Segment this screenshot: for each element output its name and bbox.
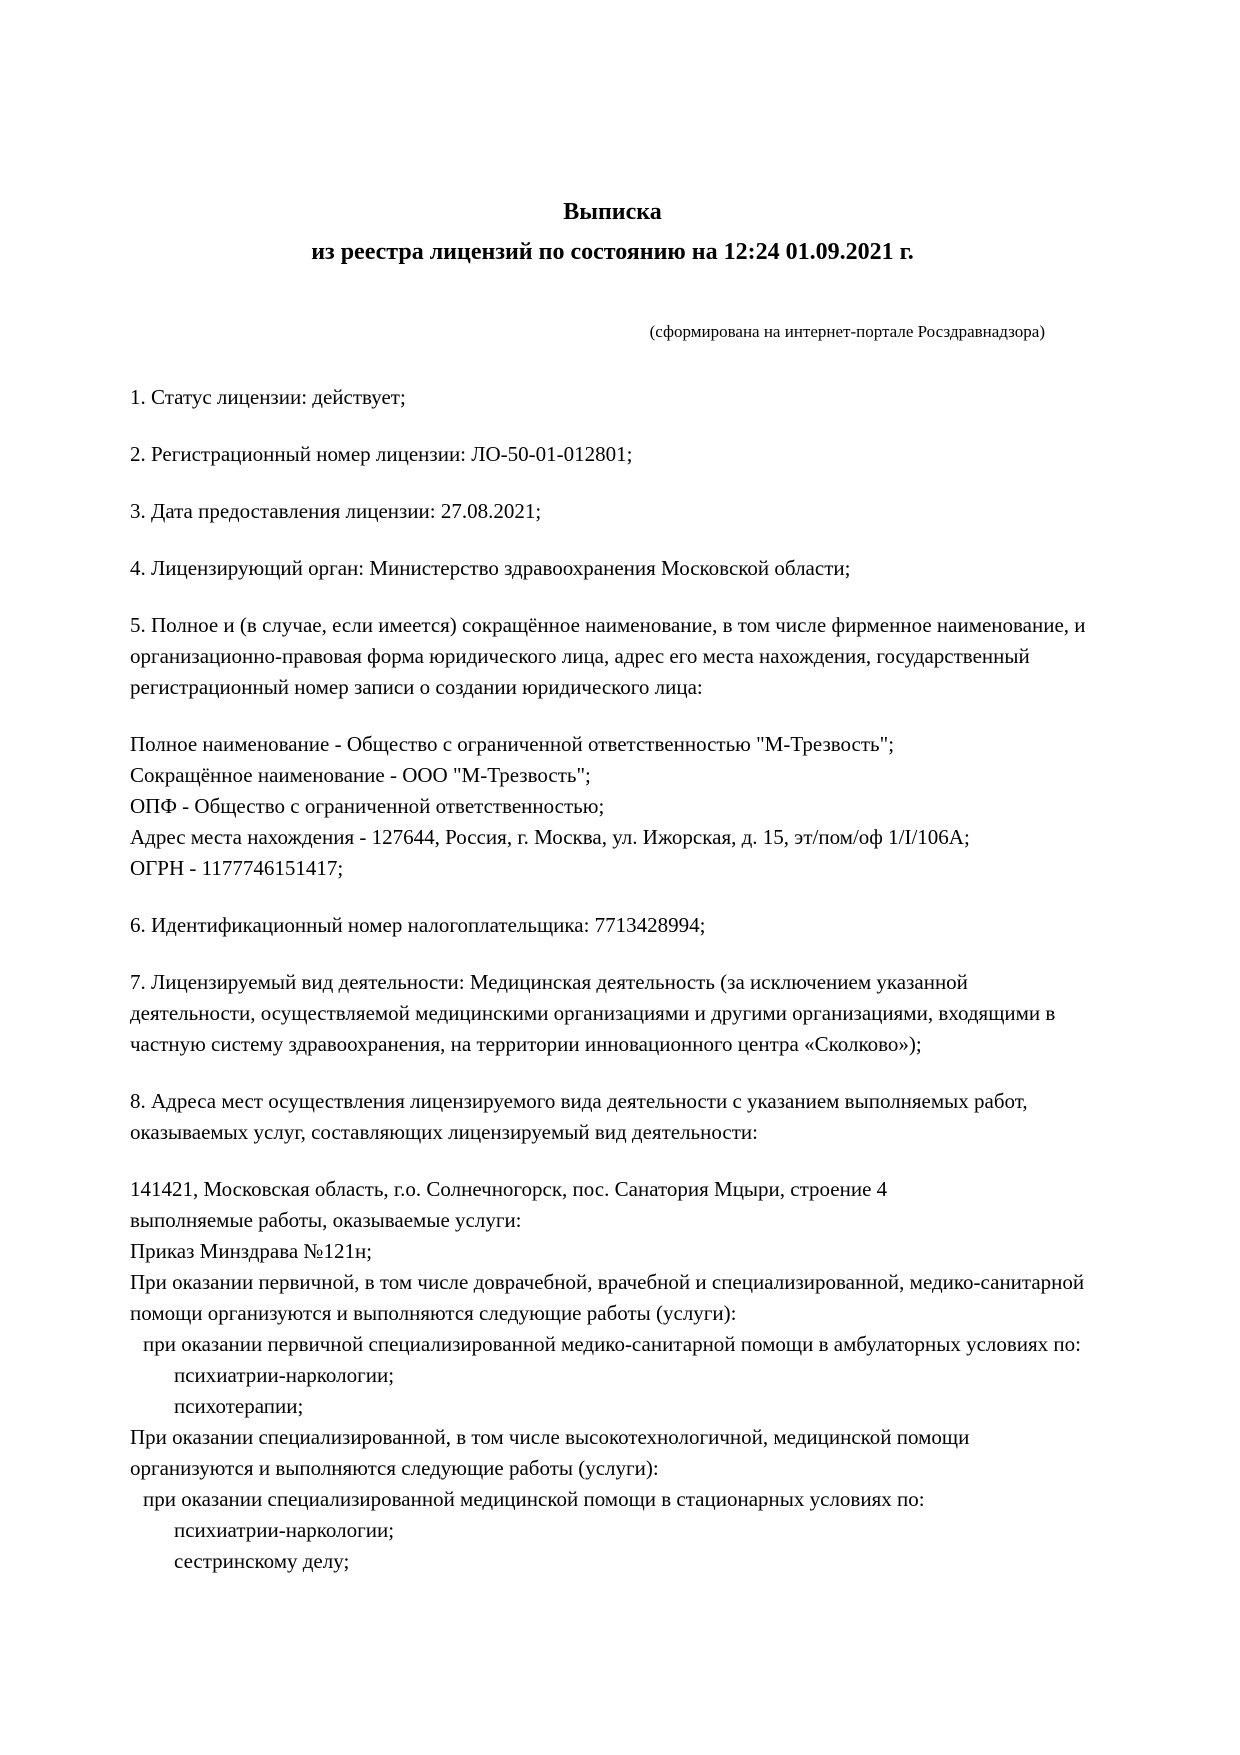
doc-text-line: При оказании первичной, в том числе доврачебной, врачебной и специализированной, медико-санитарной помощи организуются и выполняются следующие работы (услуги): — [130, 1270, 1090, 1325]
doc-text-line: психиатрии-наркологии; — [174, 1363, 395, 1387]
doc-text-line: при оказании первичной специализированной медико-санитарной помощи в амбулаторных условиях по: — [143, 1332, 1082, 1356]
document-subtitle: (сформирована на интернет-портале Росздравнадзора) — [649, 322, 1045, 341]
doc-text-line: психиатрии-наркологии; — [174, 1518, 395, 1542]
title-line-1: Выписка — [563, 199, 662, 225]
doc-text-line: 3. Дата предоставления лицензии: 27.08.2021; — [130, 499, 542, 523]
doc-text-line: 5. Полное и (в случае, если имеется) сокращённое наименование, в том числе фирменное наименование, и организационно-правовая форма юридического лица, адрес его места нахождения, государственный регистрационный номер записи о создании юридического лица: — [130, 613, 1091, 699]
doc-text-line: 1. Статус лицензии: действует; — [130, 385, 406, 409]
doc-text-line: 4. Лицензирующий орган: Министерство здравоохранения Московской области; — [130, 556, 851, 580]
document-body — [130, 382, 1095, 1577]
doc-text-line: При оказании специализированной, в том числе высокотехнологичной, медицинской помощи организуются и выполняются следующие работы (услуги): — [130, 1425, 975, 1480]
doc-text-line: ОПФ - Общество с ограниченной ответственностью; — [130, 794, 605, 818]
document-title — [130, 192, 1095, 272]
doc-text-line: Приказ Минздрава №121н; — [130, 1239, 373, 1263]
doc-text-line: при оказании специализированной медицинской помощи в стационарных условиях по: — [143, 1487, 925, 1511]
doc-text-line: 141421, Московская область, г.о. Солнечногорск, пос. Санатория Мцыри, строение 4 — [130, 1177, 888, 1201]
doc-text-line: психотерапии; — [174, 1394, 304, 1418]
doc-text-line: Сокращённое наименование - ООО "М-Трезвость"; — [130, 763, 591, 787]
doc-text-line: Адрес места нахождения - 127644, Россия, г. Москва, ул. Ижорская, д. 15, эт/пом/оф 1/I/106А; — [130, 825, 970, 849]
doc-text-line: 7. Лицензируемый вид деятельности: Медицинская деятельность (за исключением указанной деятельности, осуществляемой медицинскими организациями и другими организациями, входящими в частную систему здравоохранения, на территории инновационного центра «Сколково»); — [130, 970, 1061, 1056]
doc-text-line: сестринскому делу; — [174, 1549, 350, 1573]
doc-text-line: выполняемые работы, оказываемые услуги: — [130, 1208, 522, 1232]
doc-text-line: Полное наименование - Общество с ограниченной ответственностью "М-Трезвость"; — [130, 732, 895, 756]
doc-text-line: 2. Регистрационный номер лицензии: ЛО-50-01-012801; — [130, 442, 633, 466]
doc-text-line: 8. Адреса мест осуществления лицензируемого вида деятельности с указанием выполняемых работ, оказываемых услуг, составляющих лицензируемый вид деятельности: — [130, 1089, 1033, 1144]
title-line-2: из реестра лицензий по состоянию на 12:24 01.09.2021 г. — [311, 239, 914, 265]
doc-text-line: 6. Идентификационный номер налогоплательщика: 7713428994; — [130, 913, 706, 937]
doc-text-line: ОГРН - 1177746151417; — [130, 856, 344, 880]
